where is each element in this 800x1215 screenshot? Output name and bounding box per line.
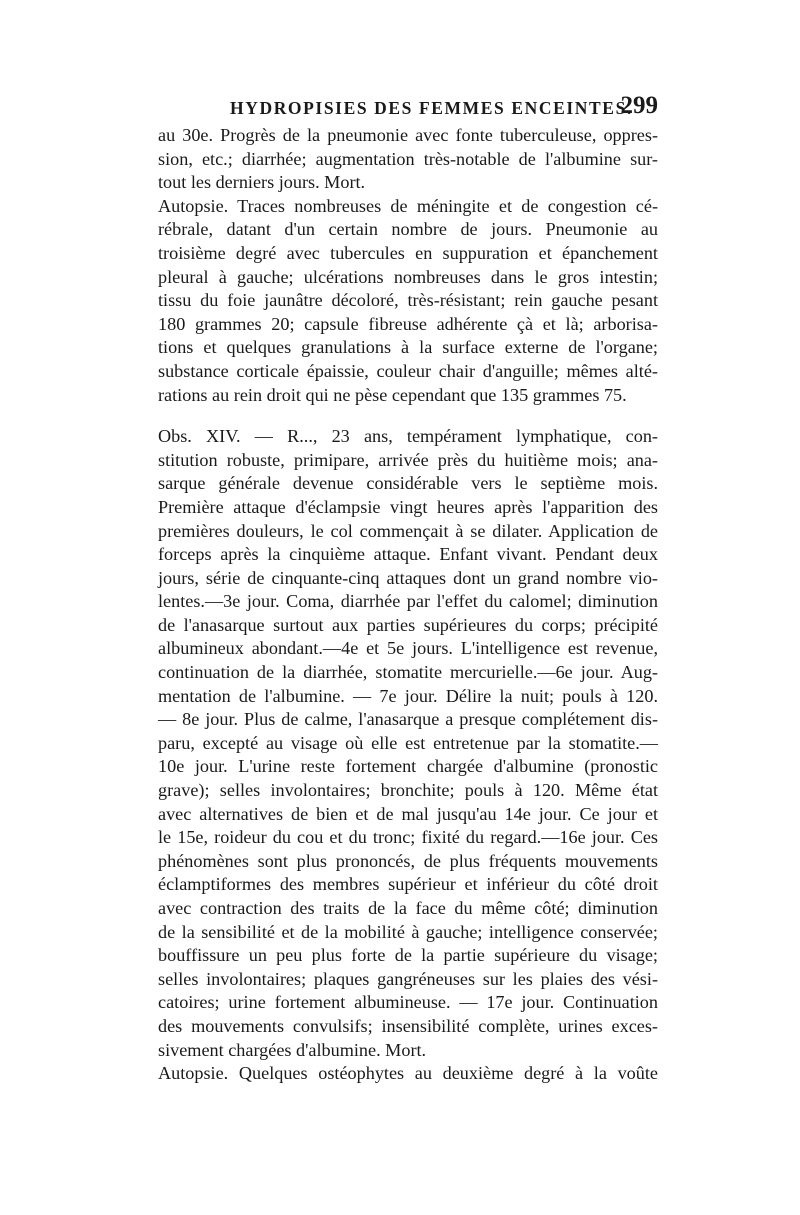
text-line: avec contraction des traits de la face du même côté; diminution — [158, 898, 658, 918]
text-line: jours, série de cinquante-cinq attaques dont un grand nombre vio- — [158, 567, 658, 588]
text-line: — 8e jour. Plus de calme, l'anasarque a presque complétement dis- — [158, 709, 658, 730]
body-text — [158, 124, 658, 1086]
text-line: mentation de l'albumine. — 7e jour. Délire la nuit; pouls à 120. — [158, 685, 658, 706]
text-line: de la sensibilité et de la mobilité à gauche; intelligence conservée; — [158, 921, 658, 942]
text-line: au 30e. Progrès de la pneumonie avec fonte tuberculeuse, oppres- — [158, 125, 658, 145]
text-line: stitution robuste, primipare, arrivée près du huitième mois; ana- — [158, 449, 658, 470]
text-line: continuation de la diarrhée, stomatite mercurielle.—6e jour. Aug- — [158, 662, 658, 683]
text-line: tout les derniers jours. Mort. — [158, 172, 366, 193]
text-line: paru, excepté au visage où elle est entretenue par la stomatite.— — [158, 732, 658, 753]
text-line: 180 grammes 20; capsule fibreuse adhérente çà et là; arborisa- — [158, 313, 658, 334]
text-line: premières douleurs, le col commençait à se dilater. Application de — [158, 520, 658, 541]
text-line: forceps après la cinquième attaque. Enfant vivant. Pendant deux — [158, 544, 658, 565]
text-line: sivement chargées d'albumine. Mort. — [158, 1039, 427, 1060]
text-line: rations au rein droit qui ne pèse cependant que 135 grammes 75. — [158, 384, 627, 405]
paragraph-autopsie-1 — [158, 195, 658, 407]
text-line: de l'anasarque surtout aux parties supérieures du corps; précipité — [158, 614, 658, 635]
text-line: bouffissure un peu plus forte de la partie supérieure du visage; — [158, 945, 658, 966]
text-line: avec alternatives de bien et de mal jusqu'au 14e jour. Ce jour et — [158, 803, 658, 824]
text-line: Première attaque d'éclampsie vingt heures après l'apparition des — [158, 496, 658, 517]
text-line: grave); selles involontaires; bronchite; pouls à 120. Même état — [158, 780, 658, 801]
text-line: pleural à gauche; ulcérations nombreuses dans le gros intestin; — [158, 266, 658, 287]
text-line: des mouvements convulsifs; insensibilité complète, urines exces- — [158, 1015, 658, 1036]
text-line: substance corticale épaissie, couleur chair d'anguille; mêmes alté- — [158, 360, 658, 381]
page-header — [158, 94, 658, 124]
running-title: HYDROPISIES DES FEMMES ENCEINTES. — [230, 98, 633, 118]
text-line: sion, etc.; diarrhée; augmentation très-notable de l'albumine sur- — [158, 148, 658, 169]
text-line: Autopsie. Quelques ostéophytes au deuxième degré à la voûte — [158, 1063, 658, 1084]
text-line: catoires; urine fortement albumineuse. — 17e jour. Continuation — [158, 992, 658, 1013]
text-line: Obs. XIV. — R..., 23 ans, tempérament lymphatique, con- — [158, 426, 658, 447]
paragraph-autopsie-2 — [158, 1062, 658, 1086]
text-line: phénomènes sont plus prononcés, de plus fréquents mouvements — [158, 850, 658, 871]
paragraph-observation-xiv — [158, 425, 658, 1062]
text-line: Autopsie. Traces nombreuses de méningite et de congestion cé- — [158, 195, 658, 216]
text-line: le 15e, roideur du cou et du tronc; fixité du regard.—16e jour. Ces — [158, 827, 658, 848]
text-line: sarque générale devenue considérable vers le septième mois. — [158, 473, 658, 494]
page-number: 299 — [620, 92, 658, 119]
paragraph-gap — [158, 407, 658, 425]
text-line: tissu du foie jaunâtre décoloré, très-résistant; rein gauche pesant — [158, 290, 658, 311]
text-line: éclamptiformes des membres supérieur et inférieur du côté droit — [158, 874, 658, 895]
text-line: albumineux abondant.—4e et 5e jours. L'intelligence est revenue, — [158, 638, 658, 659]
text-line: lentes.—3e jour. Coma, diarrhée par l'effet du calomel; diminution — [158, 591, 658, 612]
text-line: troisième degré avec tubercules en suppuration et épanchement — [158, 242, 658, 263]
text-line: rébrale, datant d'un certain nombre de jours. Pneumonie au — [158, 219, 658, 240]
text-line: selles involontaires; plaques gangréneuses sur les plaies des vési- — [158, 968, 658, 989]
text-line: 10e jour. L'urine reste fortement chargée d'albumine (pronostic — [158, 756, 658, 777]
paragraph-continuation — [158, 124, 658, 195]
text-line: tions et quelques granulations à la surface externe de l'organe; — [158, 337, 658, 358]
